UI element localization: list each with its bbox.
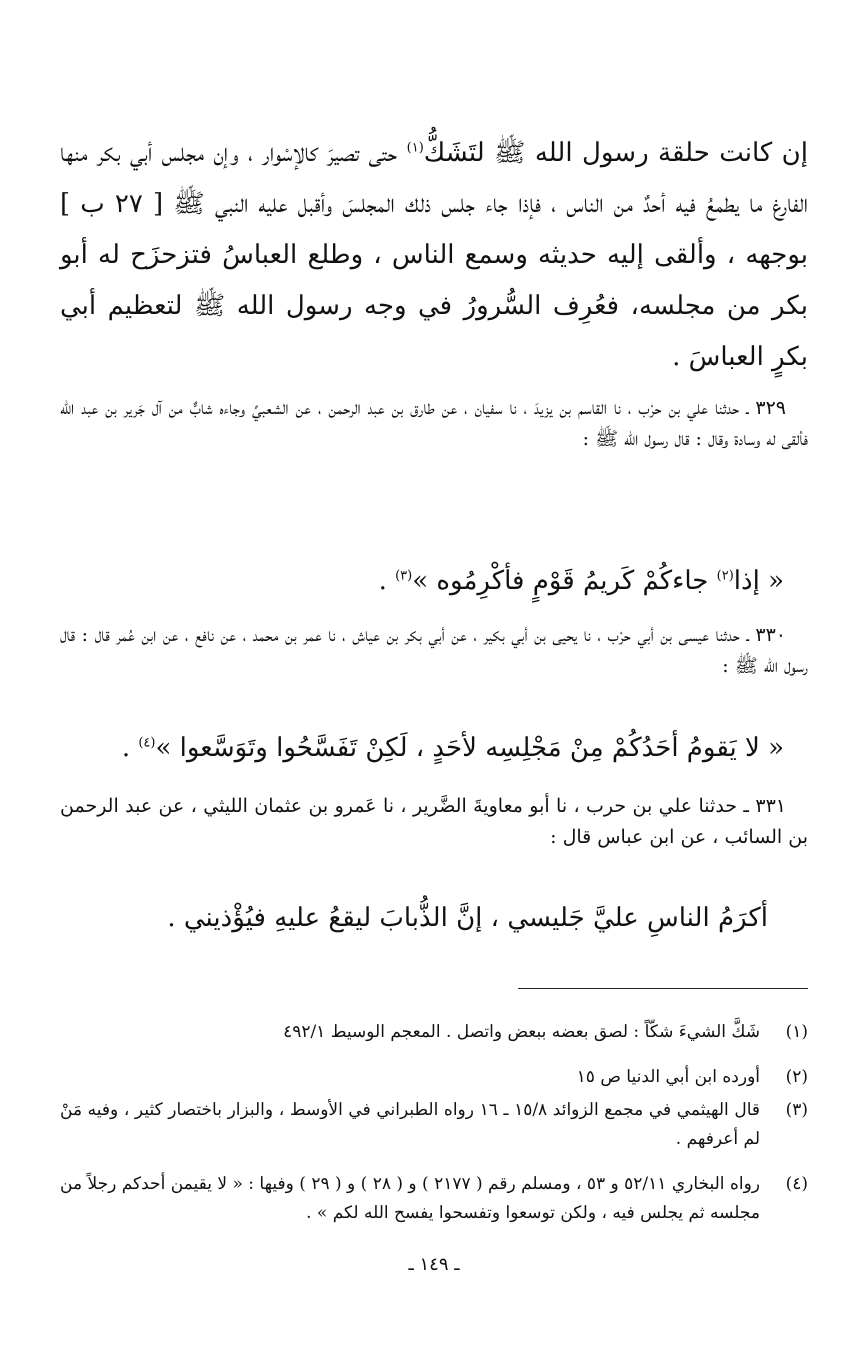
book-page (60, 0, 808, 1369)
hadith-329: ٣٢٩ ـ حدثنا علي بن حرْب ، نا القاسم بن يزيدَ ، نا سفيان ، عن طارق بن عبد الرحمن ، عن الشعبيِّ وجاءه شابٌّ من آل جَرير بن عبد الله فألقى له وسادة وقال : قال رسول الله ﷺ : (60, 397, 808, 450)
quote-1-open: « إذا (733, 566, 784, 596)
footnote-3-text: قال الهيثمي في مجمع الزوائد ١٥/٨ ـ ١٦ رواه الطبراني في الأوسط ، والبزار باختصار كثير ، وفيه مَنْ لم أعرفهم . (60, 1100, 760, 1149)
main-paragraph (60, 128, 808, 383)
page-number: ـ ١٤٩ ـ (408, 1254, 460, 1275)
footnote-divider (518, 988, 808, 989)
quote-2-text: « لا يَقومُ أحَدُكُمْ مِنْ مَجْلِسِه لأحَدٍ ، لَكِنْ تَفَسَّحُوا وتَوَسَّعوا » (155, 733, 784, 763)
footnote-ref-2: (٢) (716, 568, 734, 584)
quote-1-text: جاءكُمْ كَريمُ قَوْمٍ فأكْرِمُوه » (412, 566, 717, 596)
footnote-ref-4: (٤) (138, 735, 156, 751)
footnote-2-number: (٢) (785, 1067, 808, 1087)
footnote-ref-3: (٣) (395, 568, 413, 584)
main-text-part-1: إن كانت حلقة رسول الله ﷺ لتَشَكُّ (423, 138, 808, 168)
hadith-331: ٣٣١ ـ حدثنا علي بن حرب ، نا أبو معاويةَ الضَّرير ، نا عَمرو بن عثمان الليثي ، عن عبد الرحمن بن السائب ، عن ابن عباس قال : (60, 795, 808, 848)
footnote-1-text: شَكَّ الشيءَ شكّاً : لصق بعضه ببعض واتصل . المعجم الوسيط ٤٩٢/١ (283, 1022, 760, 1042)
footnote-1 (60, 1018, 808, 1047)
footnote-4 (60, 1170, 808, 1228)
footnote-2 (60, 1063, 808, 1092)
hadith-330: ٣٣٠ ـ حدثنا عيسى بن أبي حرْب ، نا يحيى بن أبي بكير ، عن أبي بكر بن عياش ، نا عمر بن محمد ، عن نافع ، عن ابن عُمر قال : قال رسول الله ﷺ : (60, 624, 808, 677)
footnote-4-number: (٤) (785, 1174, 808, 1194)
footnote-3 (60, 1096, 808, 1154)
footnote-2-text: أورده ابن أبي الدنيا ص ١٥ (576, 1067, 760, 1087)
quote-2-close: . (121, 733, 139, 763)
main-text-part-2: حتى تصيرَ كالإسْوار ، وإن مجلس أبي بكر منها الفارغ ما يطمعُ فيه أحدٌ من الناس ، فإذا جاء جلس ذلك المجلسَ وأقبل عليه النبي ﷺ [ ٢٧ ب ] بوجهه ، وألقى إليه حديثه وسمع الناس ، وطلع العباسُ فتزحزَح له أبو بكر من مجلسه، فعُرِف السُّرورُ في وجه رسول الله ﷺ لتعظيم أبي بكرٍ العباسَ . (60, 138, 808, 372)
footnote-1-number: (١) (785, 1022, 808, 1042)
quote-1-close: . (378, 566, 396, 596)
footnote-3-number: (٣) (785, 1100, 808, 1120)
hadith-quote-2 (60, 728, 784, 768)
footnote-ref-1: (١) (406, 140, 424, 156)
footnote-4-text: رواه البخاري ٥٢/١١ و ٥٣ ، ومسلم رقم ( ٢١٧٧ ) و ( ٢٨ ) و ( ٢٩ ) وفيها : « لا يقيمن أحدكم رجلاً من مجلسه ثم يجلس فيه ، ولكن توسعوا وتفسحوا يفسح الله لكم » . (60, 1174, 760, 1223)
hadith-quote-3: أكرَمُ الناسِ عليَّ جَليسي ، إنَّ الذُّبابَ ليقعُ عليهِ فيُؤْذيني . (167, 903, 768, 933)
hadith-quote-1 (60, 561, 784, 601)
